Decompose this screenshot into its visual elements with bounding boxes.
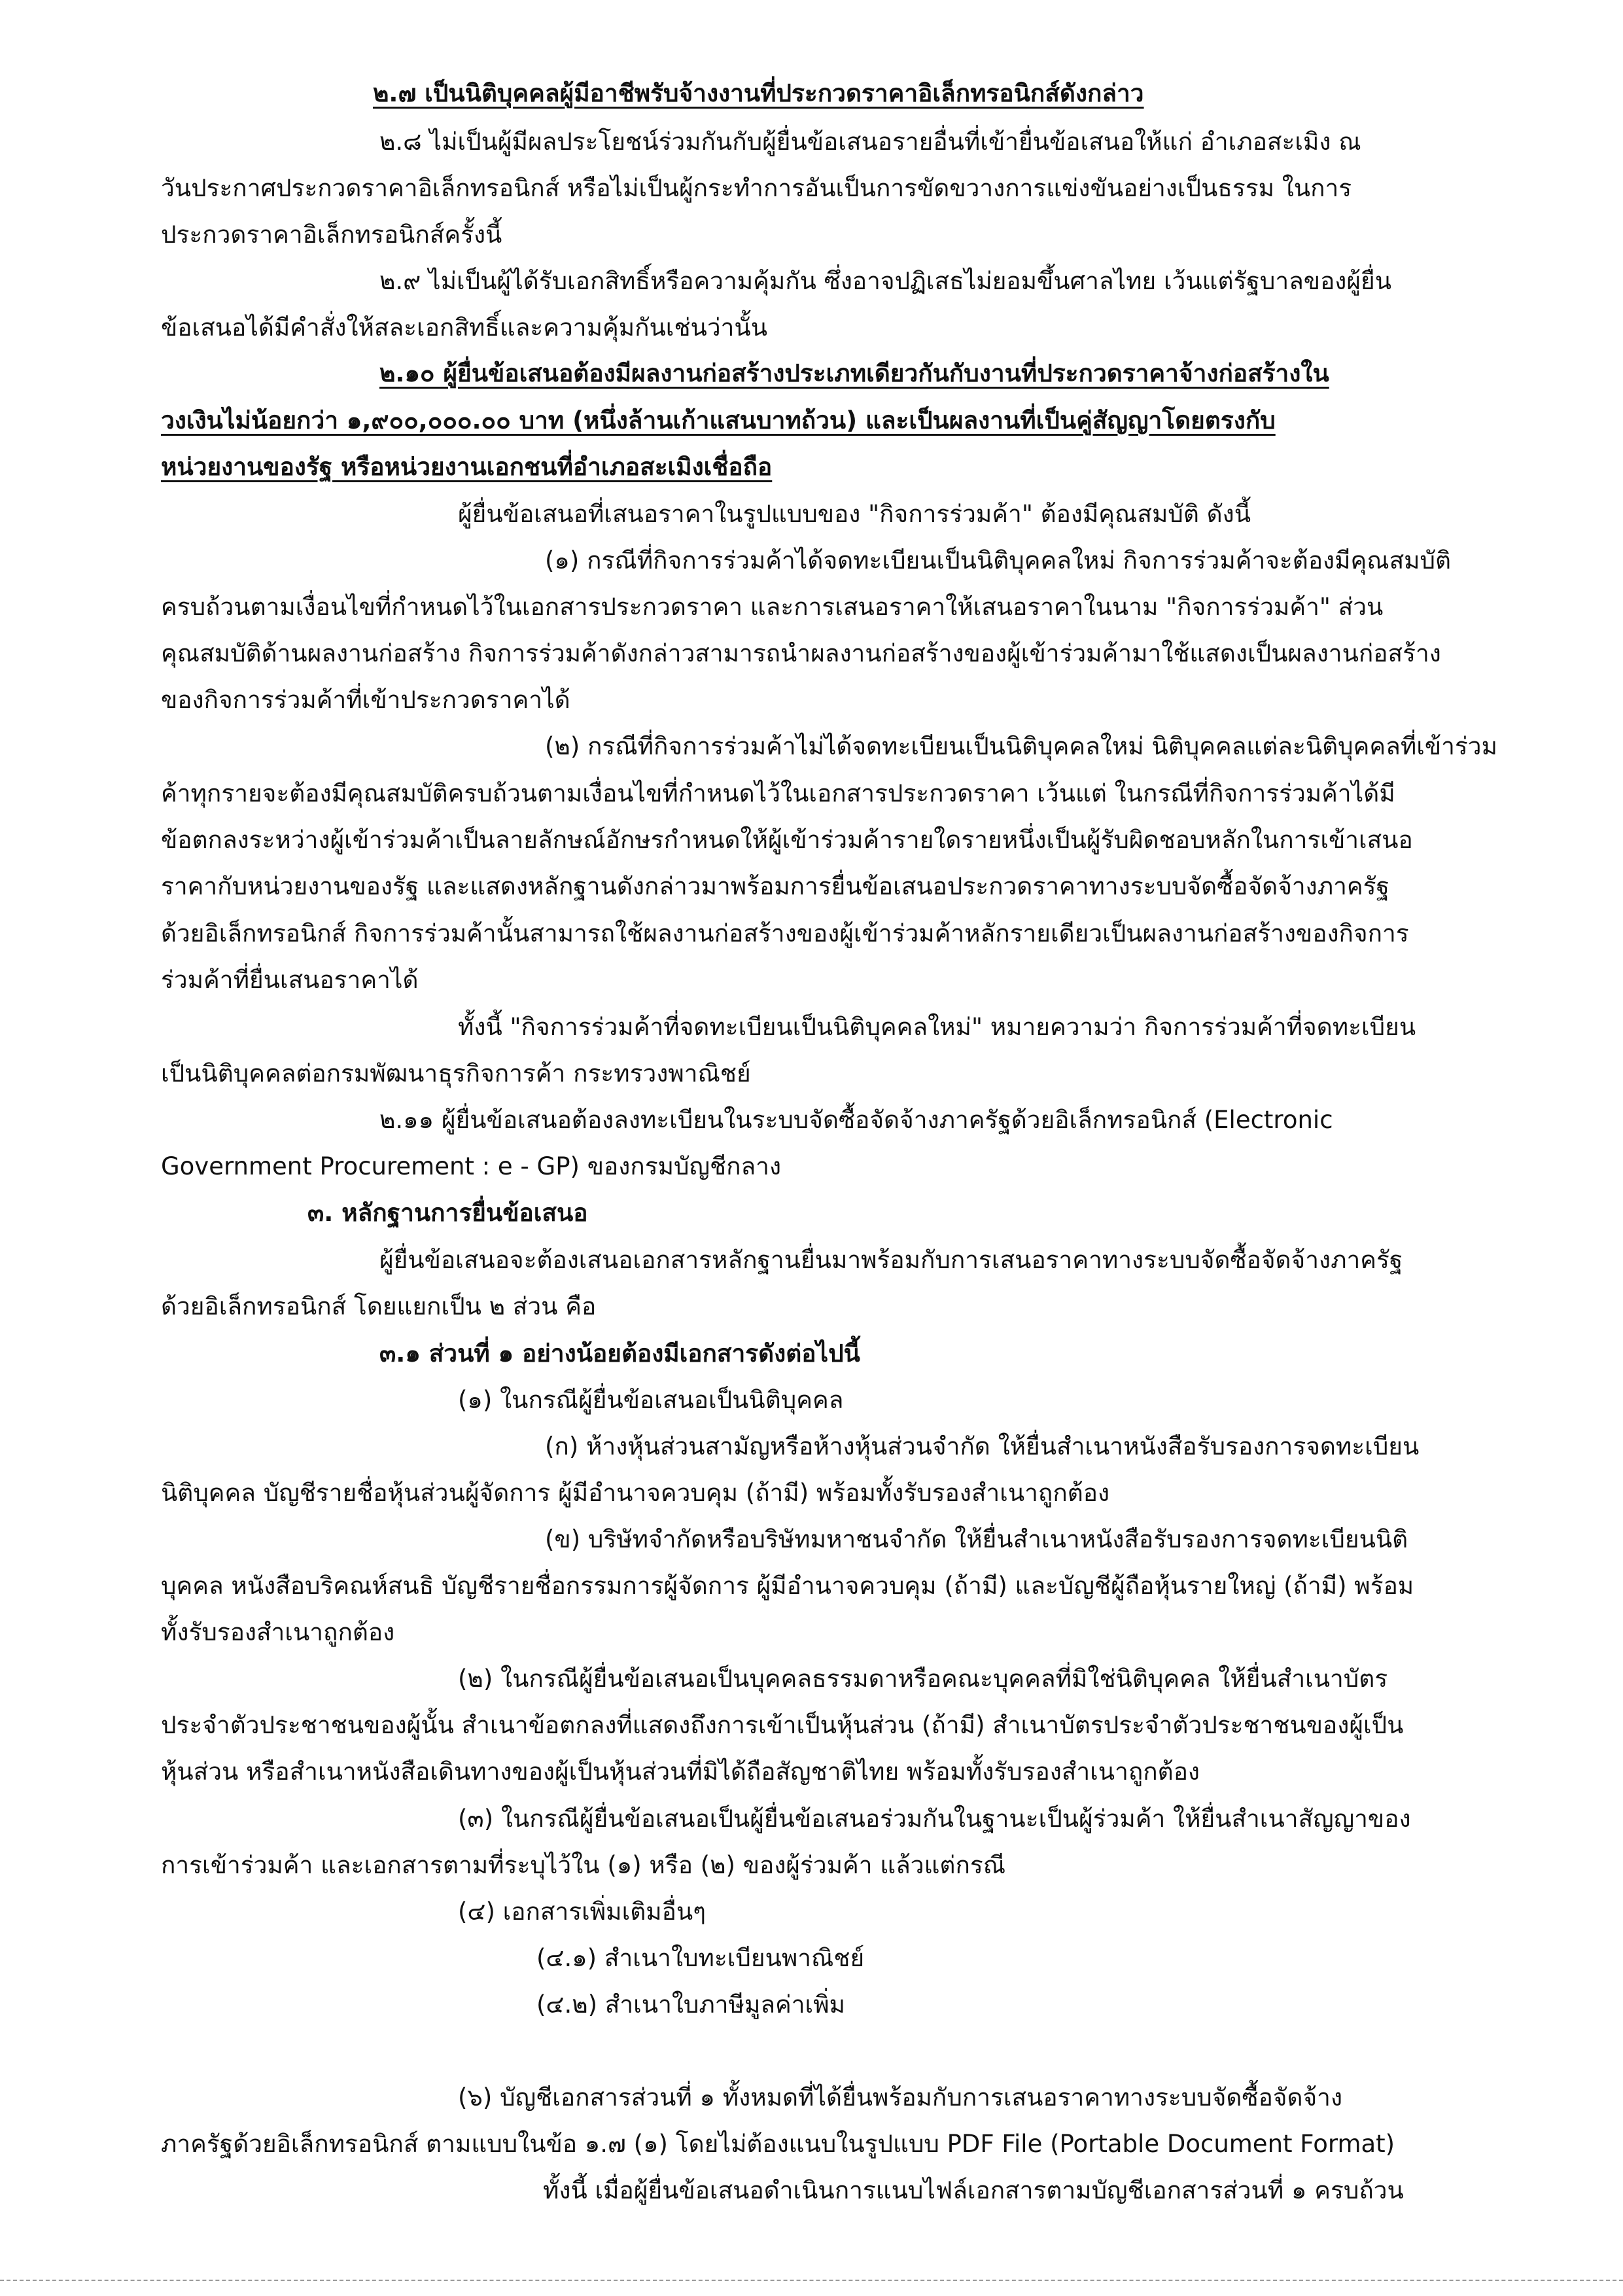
section-3-1-item-4: (๔) เอกสารเพิ่มเติมอื่นๆ	[458, 1898, 707, 1926]
joint-venture-2-line-1: (๒) กรณีที่กิจการร่วมค้าไม่ได้จดทะเบียนเป็นนิติบุคคลใหม่ นิติบุคคลแต่ละนิติบุคคลที่เข้าร่วม	[545, 732, 1497, 760]
item-2-9-line-1: ๒.๙ ไม่เป็นผู้ได้รับเอกสิทธิ์หรือความคุ้มกัน ซึ่งอาจปฏิเสธไม่ยอมขึ้นศาลไทย เว้นแต่รัฐบาลของผู้ยื่น	[379, 267, 1392, 295]
section-3-1-item-6-line-3: ทั้งนี้ เมื่อผู้ยื่นข้อเสนอดำเนินการแนบไฟล์เอกสารตามบัญชีเอกสารส่วนที่ ๑ ครบถ้วน	[543, 2176, 1404, 2204]
section-3-1-item-6-line-2: ภาครัฐด้วยอิเล็กทรอนิกส์ ตามแบบในข้อ ๑.๗ (๑) โดยไม่ต้องแนบในรูปแบบ PDF File (Portable Document Format)	[161, 2130, 1395, 2158]
section-3-1-item-1b-line-2: บุคคล หนังสือบริคณห์สนธิ บัญชีรายชื่อกรรมการผู้จัดการ ผู้มีอำนาจควบคุม (ถ้ามี) และบัญชีผู้ถือหุ้นรายใหญ่ (ถ้ามี) พร้อม	[161, 1572, 1414, 1600]
joint-venture-intro: ผู้ยื่นข้อเสนอที่เสนอราคาในรูปแบบของ "กิจการร่วมค้า" ต้องมีคุณสมบัติ ดังนี้	[458, 500, 1251, 528]
item-2-11-line-2: Government Procurement : e - GP) ของกรมบัญชีกลาง	[161, 1152, 782, 1180]
section-3-1-item-1b-line-3: ทั้งรับรองสำเนาถูกต้อง	[161, 1618, 395, 1646]
section-3-1-item-2-line-3: หุ้นส่วน หรือสำเนาหนังสือเดินทางของผู้เป็นหุ้นส่วนที่มิได้ถือสัญชาติไทย พร้อมทั้งรับรองสำเนาถูกต้อง	[161, 1757, 1200, 1786]
page-bottom-rule	[0, 2280, 1623, 2281]
joint-venture-definition-line-1: ทั้งนี้ "กิจการร่วมค้าที่จดทะเบียนเป็นนิติบุคคลใหม่" หมายความว่า กิจการร่วมค้าที่จดทะเบียน	[458, 1013, 1416, 1041]
section-3-1-item-4-2: (๔.๒) สำเนาใบภาษีมูลค่าเพิ่ม	[536, 1990, 845, 2019]
section-3-line-1: ผู้ยื่นข้อเสนอจะต้องเสนอเอกสารหลักฐานยื่นมาพร้อมกับการเสนอราคาทางระบบจัดซื้อจัดจ้างภาครัฐ	[379, 1246, 1403, 1274]
item-2-10-line-2: วงเงินไม่น้อยกว่า ๑,๙๐๐,๐๐๐.๐๐ บาท (หนึ่งล้านเก้าแสนบาทถ้วน) และเป็นผลงานที่เป็นคู่สัญญาโดยตรงกับ	[161, 406, 1276, 434]
joint-venture-definition-line-2: เป็นนิติบุคคลต่อกรมพัฒนาธุรกิจการค้า กระทรวงพาณิชย์	[161, 1059, 751, 1087]
item-2-8-line-1: ๒.๘ ไม่เป็นผู้มีผลประโยชน์ร่วมกันกับผู้ยื่นข้อเสนอรายอื่นที่เข้ายื่นข้อเสนอให้แก่ อำเภอสะเมิง ณ	[379, 128, 1361, 156]
item-2-7-heading: ๒.๗ เป็นนิติบุคคลผู้มีอาชีพรับจ้างงานที่ประกวดราคาอิเล็กทรอนิกส์ดังกล่าว	[373, 79, 1144, 107]
joint-venture-1-line-3: คุณสมบัติด้านผลงานก่อสร้าง กิจการร่วมค้าดังกล่าวสามารถนำผลงานก่อสร้างของผู้เข้าร่วมค้ามาใช้แสดงเป็นผลงานก่อสร้าง	[161, 639, 1441, 667]
item-2-9-line-2: ข้อเสนอได้มีคำสั่งให้สละเอกสิทธิ์และความคุ้มกันเช่นว่านั้น	[161, 313, 767, 342]
item-2-8-line-3: ประกวดราคาอิเล็กทรอนิกส์ครั้งนี้	[161, 221, 502, 249]
section-3-line-2: ด้วยอิเล็กทรอนิกส์ โดยแยกเป็น ๒ ส่วน คือ	[161, 1292, 597, 1320]
section-3-1-item-4-1: (๔.๑) สำเนาใบทะเบียนพาณิชย์	[536, 1944, 865, 1972]
item-2-10-line-3: หน่วยงานของรัฐ หรือหน่วยงานเอกชนที่อำเภอสะเมิงเชื่อถือ	[161, 453, 773, 481]
section-3-heading: ๓. หลักฐานการยื่นข้อเสนอ	[307, 1199, 588, 1227]
joint-venture-1-line-4: ของกิจการร่วมค้าที่เข้าประกวดราคาได้	[161, 686, 570, 714]
section-3-1-item-2-line-2: ประจำตัวประชาชนของผู้นั้น สำเนาข้อตกลงที่แสดงถึงการเข้าเป็นหุ้นส่วน (ถ้ามี) สำเนาบัตรประจำตัวประชาชนของผู้เป็น	[161, 1711, 1404, 1739]
section-3-1-item-1b-line-1: (ข) บริษัทจำกัดหรือบริษัทมหาชนจำกัด ให้ยื่นสำเนาหนังสือรับรองการจดทะเบียนนิติ	[545, 1525, 1408, 1553]
section-3-1-item-2-line-1: (๒) ในกรณีผู้ยื่นข้อเสนอเป็นบุคคลธรรมดาหรือคณะบุคคลที่มิใช่นิติบุคคล ให้ยื่นสำเนาบัตร	[458, 1665, 1388, 1693]
joint-venture-2-line-5: ด้วยอิเล็กทรอนิกส์ กิจการร่วมค้านั้นสามารถใช้ผลงานก่อสร้างของผู้เข้าร่วมค้าหลักรายเดียวเป็นผลงานก่อสร้างของกิจการ	[161, 919, 1409, 947]
joint-venture-1-line-2: ครบถ้วนตามเงื่อนไขที่กำหนดไว้ในเอกสารประกวดราคา และการเสนอราคาให้เสนอราคาในนาม "กิจการร่วมค้า" ส่วน	[161, 593, 1384, 621]
item-2-10-line-1: ๒.๑๐ ผู้ยื่นข้อเสนอต้องมีผลงานก่อสร้างประเภทเดียวกันกับงานที่ประกวดราคาจ้างก่อสร้างใน	[379, 359, 1329, 387]
item-2-11-line-1: ๒.๑๑ ผู้ยื่นข้อเสนอต้องลงทะเบียนในระบบจัดซื้อจัดจ้างภาครัฐด้วยอิเล็กทรอนิกส์ (Electronic	[379, 1106, 1333, 1134]
section-3-1-item-3-line-2: การเข้าร่วมค้า และเอกสารตามที่ระบุไว้ใน (๑) หรือ (๒) ของผู้ร่วมค้า แล้วแต่กรณี	[161, 1851, 1006, 1879]
joint-venture-1-line-1: (๑) กรณีที่กิจการร่วมค้าได้จดทะเบียนเป็นนิติบุคคลใหม่ กิจการร่วมค้าจะต้องมีคุณสมบัติ	[545, 546, 1452, 574]
item-2-8-line-2: วันประกาศประกวดราคาอิเล็กทรอนิกส์ หรือไม่เป็นผู้กระทำการอันเป็นการขัดขวางการแข่งขันอย่างเป็นธรรม ในการ	[161, 174, 1352, 202]
section-3-1-item-1a-line-1: (ก) ห้างหุ้นส่วนสามัญหรือห้างหุ้นส่วนจำกัด ให้ยื่นสำเนาหนังสือรับรองการจดทะเบียน	[545, 1432, 1420, 1460]
joint-venture-2-line-3: ข้อตกลงระหว่างผู้เข้าร่วมค้าเป็นลายลักษณ์อักษรกำหนดให้ผู้เข้าร่วมค้ารายใดรายหนึ่งเป็นผู้รับผิดชอบหลักในการเข้าเสนอ	[161, 826, 1413, 854]
section-3-1-item-1: (๑) ในกรณีผู้ยื่นข้อเสนอเป็นนิติบุคคล	[458, 1386, 844, 1414]
section-3-1-heading: ๓.๑ ส่วนที่ ๑ อย่างน้อยต้องมีเอกสารดังต่อไปนี้	[379, 1339, 860, 1368]
section-3-1-item-6-line-1: (๖) บัญชีเอกสารส่วนที่ ๑ ทั้งหมดที่ได้ยื่นพร้อมกับการเสนอราคาทางระบบจัดซื้อจัดจ้าง	[458, 2083, 1343, 2111]
section-3-1-item-3-line-1: (๓) ในกรณีผู้ยื่นข้อเสนอเป็นผู้ยื่นข้อเสนอร่วมกันในฐานะเป็นผู้ร่วมค้า ให้ยื่นสำเนาสัญญาของ	[458, 1805, 1411, 1833]
joint-venture-2-line-6: ร่วมค้าที่ยื่นเสนอราคาได้	[161, 966, 419, 994]
section-3-1-item-1a-line-2: นิติบุคคล บัญชีรายชื่อหุ้นส่วนผู้จัดการ ผู้มีอำนาจควบคุม (ถ้ามี) พร้อมทั้งรับรองสำเนาถูกต้อง	[161, 1479, 1110, 1507]
joint-venture-2-line-4: ราคากับหน่วยงานของรัฐ และแสดงหลักฐานดังกล่าวมาพร้อมการยื่นข้อเสนอประกวดราคาทางระบบจัดซื้อจัดจ้างภาครัฐ	[161, 872, 1389, 900]
joint-venture-2-line-2: ค้าทุกรายจะต้องมีคุณสมบัติครบถ้วนตามเงื่อนไขที่กำหนดไว้ในเอกสารประกวดราคา เว้นแต่ ในกรณีที่กิจการร่วมค้าได้มี	[161, 779, 1395, 807]
